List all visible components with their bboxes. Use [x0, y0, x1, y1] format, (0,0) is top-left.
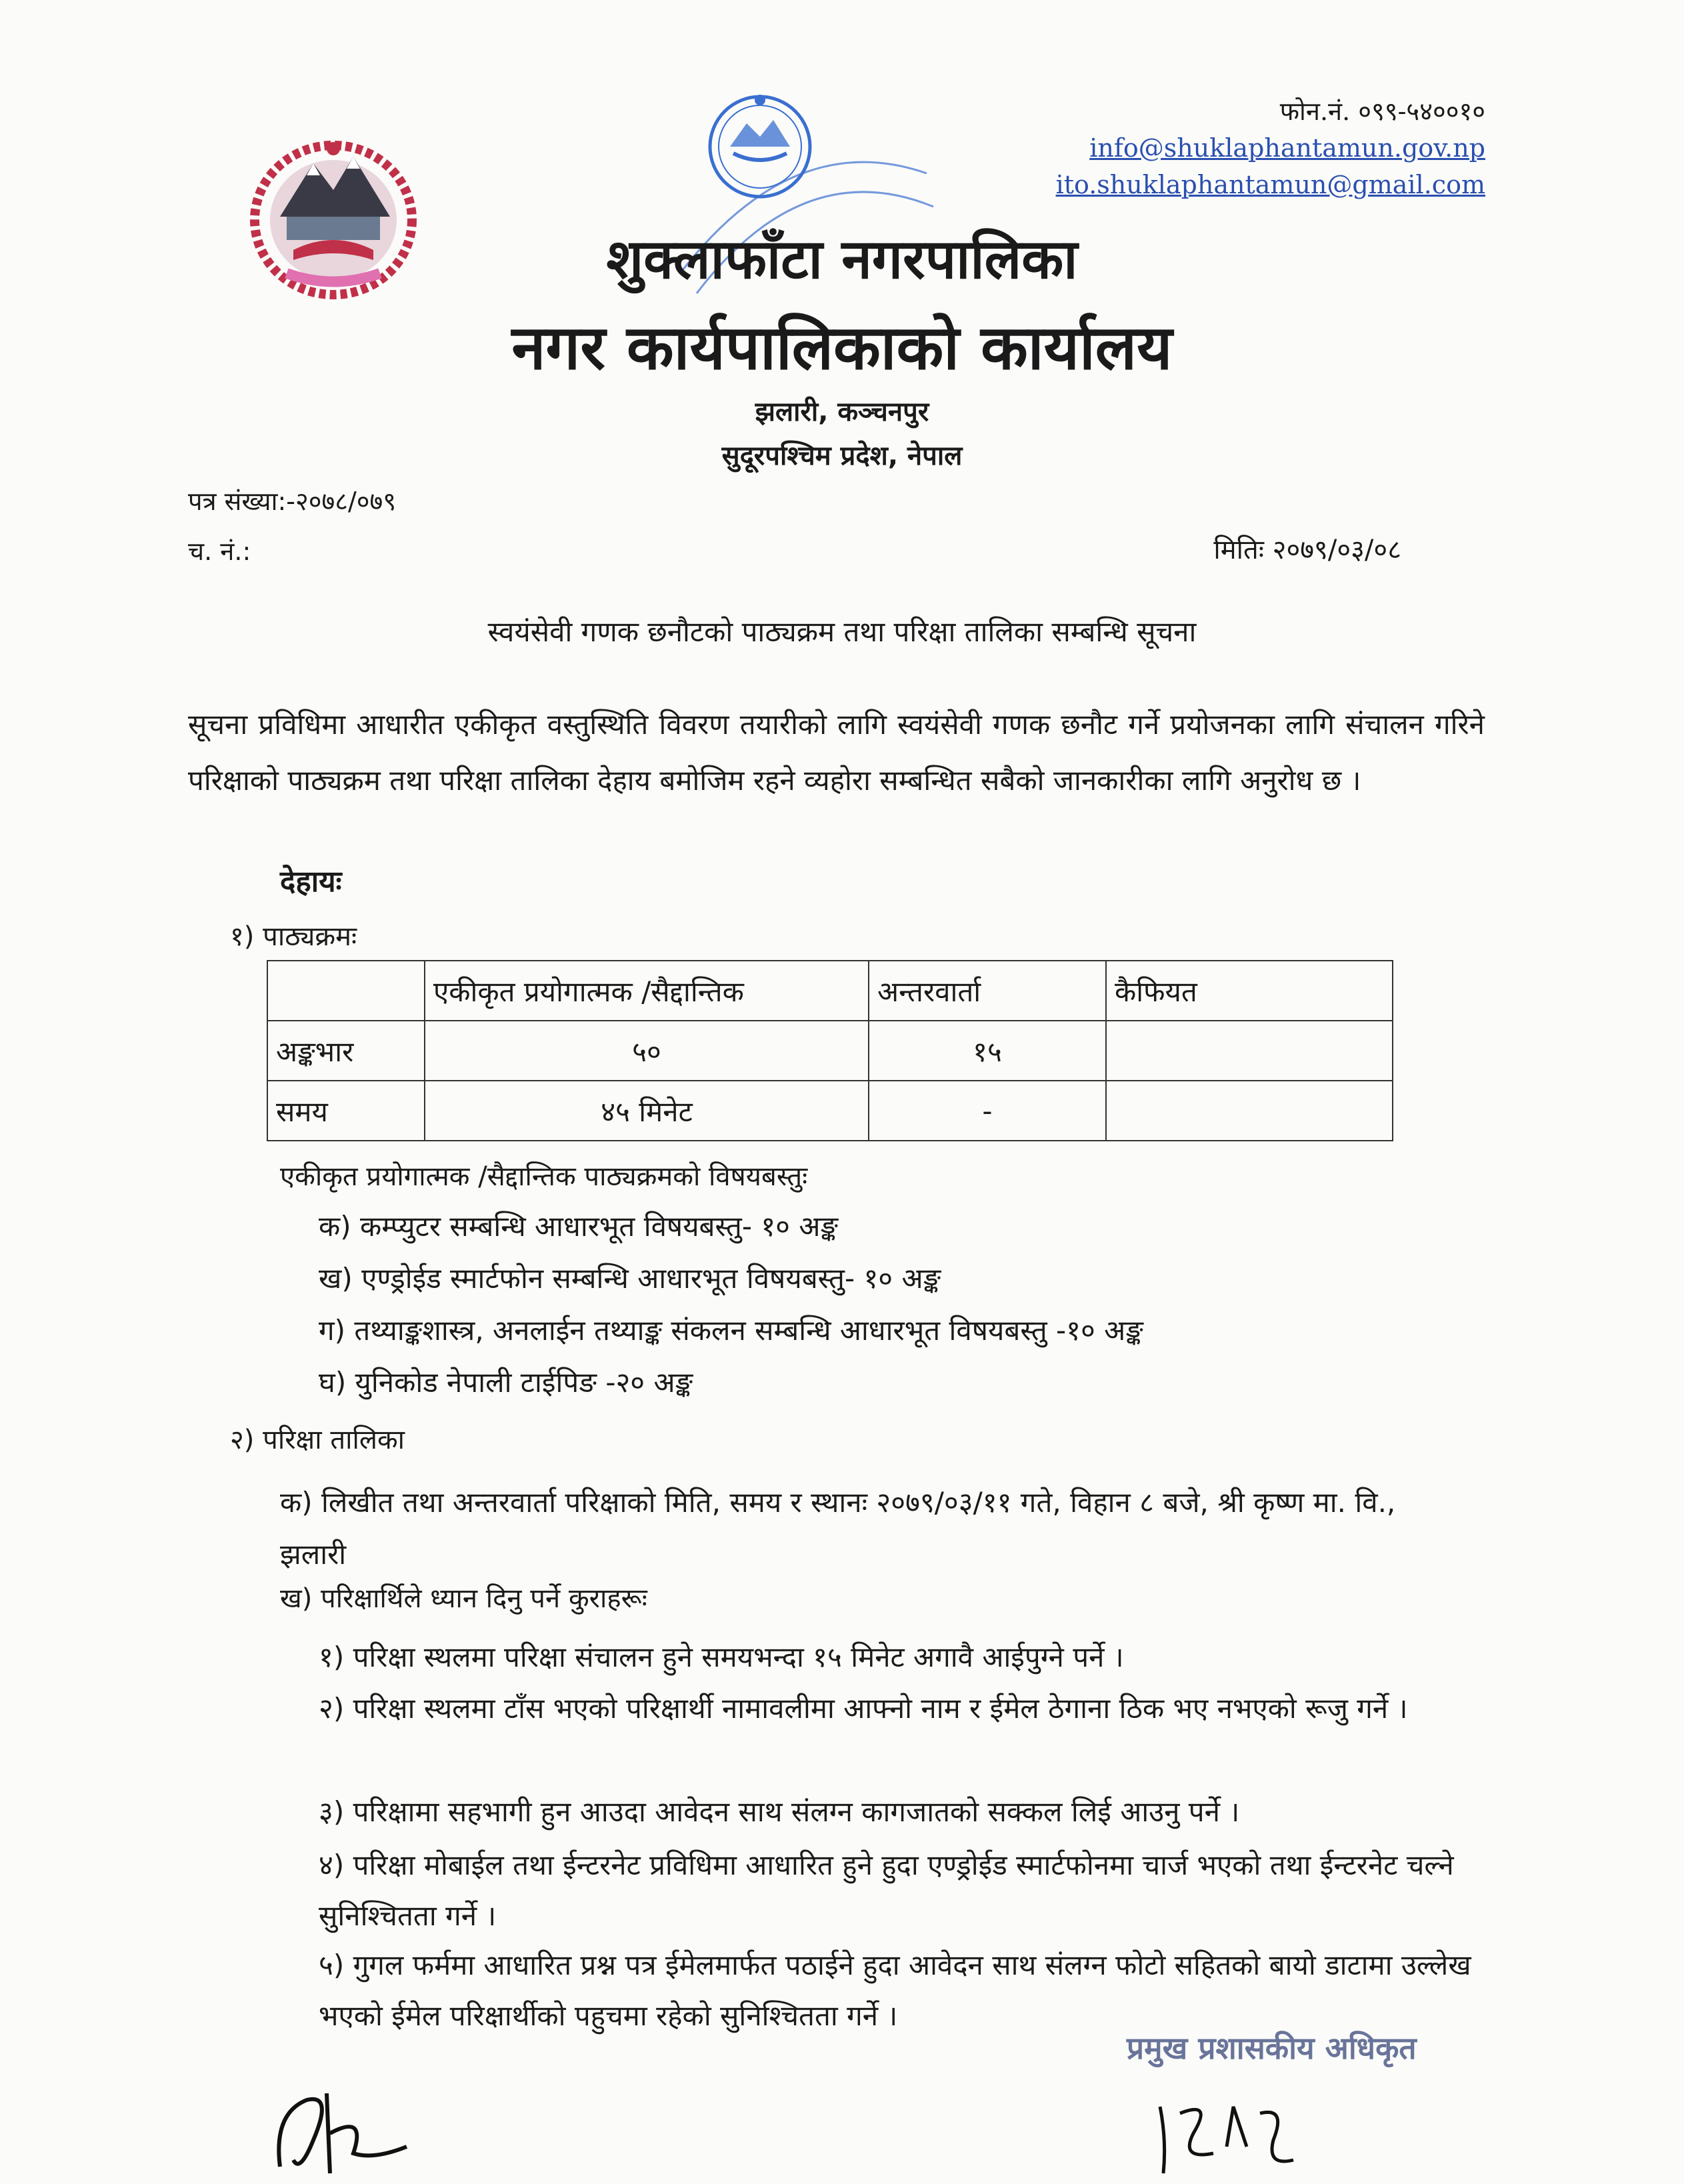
instruction-item: २) परिक्षा स्थलमा टाँस भएको परिक्षार्थी नामावलीमा आफ्नो नाम र ईमेल ठेगाना ठिक भए नभएको रूजु गर्ने ।	[319, 1692, 1408, 1725]
section-1-title: १) पाठ्यक्रमः	[230, 921, 357, 952]
section-2-title: २) परिक्षा तालिका	[230, 1425, 405, 1455]
syllabus-item: क) कम्प्युटर सम्बन्धि आधारभूत विषयबस्तु- १० अङ्क	[319, 1210, 839, 1243]
office-name: शुक्लाफाँटा नगरपालिका	[606, 228, 1078, 291]
syllabus-table	[267, 960, 1393, 1141]
email-link-info[interactable]: info@shuklaphantamun.gov.np	[1089, 133, 1485, 163]
table-cell: -	[869, 1081, 1106, 1141]
table-header-cell: कैफियत	[1106, 961, 1393, 1021]
contact-block	[1056, 93, 1485, 203]
signature-right	[1153, 2087, 1300, 2180]
instruction-item: १) परिक्षा स्थलमा परिक्षा संचालन हुने समयभन्दा १५ मिनेट अगावै आईपुग्ने पर्ने ।	[319, 1641, 1124, 1673]
instruction-item: ३) परिक्षामा सहभागी हुन आउदा आवेदन साथ संलग्न कागजातको सक्कल लिई आउनु पर्ने ।	[319, 1795, 1240, 1828]
table-header-cell	[267, 961, 425, 1021]
officer-stamp: प्रमुख प्रशासकीय अधिकृत	[1127, 2030, 1417, 2066]
table-row	[267, 1081, 1393, 1141]
office-title: नगर कार्यपालिकाको कार्यालय	[511, 312, 1173, 383]
table-header-cell: अन्तरवार्ता	[869, 961, 1106, 1021]
dehaya-heading: देहायः	[280, 865, 342, 899]
table-cell: समय	[267, 1081, 425, 1141]
table-cell	[1106, 1021, 1393, 1081]
signature-left	[267, 2073, 420, 2180]
dispatch-number: च. नं.:	[188, 537, 251, 566]
table-header-row	[267, 961, 1393, 1021]
syllabus-item: ख) एण्ड्रोईड स्मार्टफोन सम्बन्धि आधारभूत विषयबस्तु- १० अङ्क	[319, 1262, 941, 1295]
email-link-ito[interactable]: ito.shuklaphantamun@gmail.com	[1055, 170, 1485, 199]
instruction-item: ५) गुगल फर्ममा आधारित प्रश्न पत्र ईमेलमार्फत पठाईने हुदा आवेदन साथ संलग्न फोटो सहितको बायो डाटामा उल्लेख भएको ईमेल परिक्षार्थीको पहुचमा रहेको सुनिश्चितता गर्ने ।	[319, 1949, 1471, 2032]
table-cell: ४५ मिनेट	[425, 1081, 869, 1141]
instruction-item: ४) परिक्षा मोबाईल तथा ईन्टरनेट प्रविधिमा आधारित हुने हुदा एण्ड्रोईड स्मार्टफोनमा चार्ज भएको तथा ईन्टरनेट चल्ने सुनिश्चितता गर्ने ।	[319, 1849, 1454, 1932]
table-cell: अङ्कभार	[267, 1021, 425, 1081]
candidate-instructions-heading: ख) परिक्षार्थिले ध्यान दिनु पर्ने कुराहरूः	[280, 1583, 647, 1614]
letter-date: मितिः २०७९/०३/०८	[1213, 535, 1401, 565]
syllabus-item: घ) युनिकोड नेपाली टाईपिङ -२० अङ्क	[319, 1366, 693, 1399]
table-header-cell: एकीकृत प्रयोगात्मक /सैद्दान्तिक	[425, 961, 869, 1021]
letter-number: पत्र संख्या:-२०७८/०७९	[188, 487, 397, 516]
table-cell	[1106, 1081, 1393, 1141]
phone-number: फोन.नं. ०९९-५४००१०	[1279, 97, 1485, 126]
exam-schedule-text: क) लिखीत तथा अन्तरवार्ता परिक्षाको मिति, समय र स्थानः २०७९/०३/११ गते, विहान ८ बजे, श्री कृष्ण मा. वि., झलारी	[280, 1486, 1396, 1571]
table-cell: ५०	[425, 1021, 869, 1081]
letter-subject: स्वयंसेवी गणक छनौटको पाठ्यक्रम तथा परिक्षा तालिका सम्बन्धि सूचना	[487, 615, 1197, 648]
table-row	[267, 1021, 1393, 1081]
syllabus-item: ग) तथ्याङ्कशास्त्र, अनलाईन तथ्याङ्क संकलन सम्बन्धि आधारभूत विषयबस्तु -१० अङ्क	[319, 1314, 1143, 1347]
address-line-1: झलारी, कञ्चनपुर	[755, 397, 929, 427]
office-address	[0, 390, 1684, 478]
address-line-2: सुदूरपश्चिम प्रदेश, नेपाल	[721, 441, 963, 471]
table-cell: १५	[869, 1021, 1106, 1081]
syllabus-content-title: एकीकृत प्रयोगात्मक /सैद्दान्तिक पाठ्यक्रमको विषयबस्तुः	[280, 1161, 808, 1192]
body-paragraph: सूचना प्रविधिमा आधारीत एकीकृत वस्तुस्थिति विवरण तयारीको लागि स्वयंसेवी गणक छनौट गर्ने प्रयोजनका लागि संचालन गरिने परिक्षाको पाठ्यक्रम तथा परिक्षा तालिका देहाय बमोजिम रहने व्यहोरा सम्बन्धित सबैको जानकारीका लागि अनुरोध छ ।	[188, 708, 1485, 797]
